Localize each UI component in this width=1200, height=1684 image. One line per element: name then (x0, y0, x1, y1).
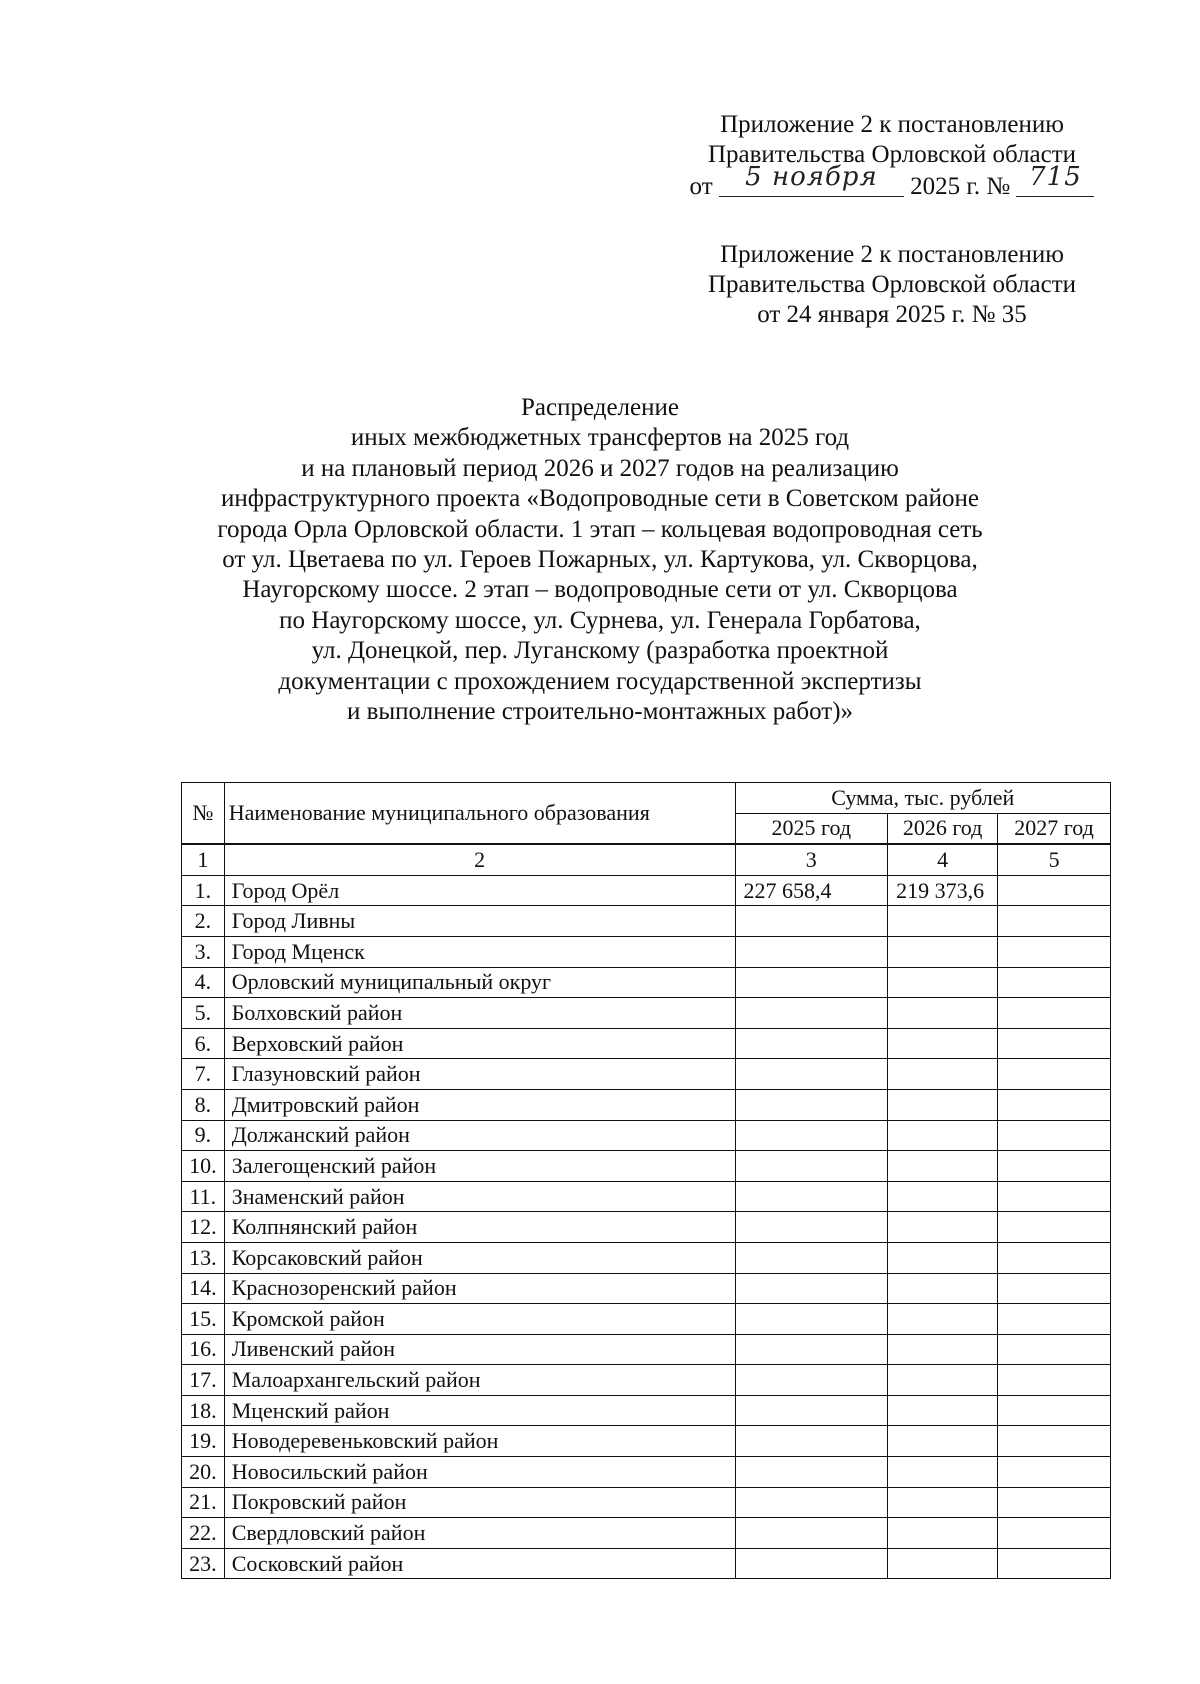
amount-2025-cell (735, 1181, 888, 1212)
amount-2027-cell (998, 998, 1111, 1029)
amount-2026-cell (888, 1212, 998, 1243)
municipality-name-cell: Должанский район (224, 1120, 735, 1151)
row-number-cell: 21. (182, 1487, 225, 1518)
title-line: города Орла Орловской области. 1 этап – кольцевая водопроводная сеть (217, 515, 983, 543)
amount-2027-cell (998, 1426, 1111, 1457)
table-row (182, 936, 1111, 967)
municipality-name-cell: Новосильский район (224, 1457, 735, 1488)
row-number-cell: 3. (182, 936, 225, 967)
amount-2027-cell (998, 1151, 1111, 1182)
amount-2026-cell (888, 1518, 998, 1549)
amount-2027-cell (998, 1181, 1111, 1212)
row-number-cell: 20. (182, 1457, 225, 1488)
municipality-name-cell: Новодеревеньковский район (224, 1426, 735, 1457)
row-number-cell: 10. (182, 1151, 225, 1182)
row-number-cell: 4. (182, 967, 225, 998)
amount-2025-cell (735, 1151, 888, 1182)
amount-2025-cell (735, 1395, 888, 1426)
municipality-name-cell: Город Ливны (224, 906, 735, 937)
municipality-name-cell: Мценский район (224, 1395, 735, 1426)
municipality-name-cell: Колпнянский район (224, 1212, 735, 1243)
municipality-name-cell: Покровский район (224, 1487, 735, 1518)
municipality-name-cell: Залегощенский район (224, 1151, 735, 1182)
amount-2027-cell (998, 1089, 1111, 1120)
amount-2027-cell (998, 1487, 1111, 1518)
row-number-cell: 8. (182, 1089, 225, 1120)
amount-2027-cell (998, 1028, 1111, 1059)
col-num-header: № (182, 783, 225, 845)
table-row (182, 1395, 1111, 1426)
index-cell: 1 (182, 844, 225, 875)
amount-2026-cell (888, 998, 998, 1029)
amount-2026-cell (888, 1242, 998, 1273)
municipality-name-cell: Знаменский район (224, 1181, 735, 1212)
amount-2026-cell (888, 1059, 998, 1090)
original-header-line2: Правительства Орловской области (707, 271, 1077, 298)
original-header-line1: Приложение 2 к постановлению (720, 241, 1064, 268)
title-line: по Наугорскому шоссе, ул. Сурнева, ул. Генерала Горбатова, (279, 606, 921, 634)
amount-2026-cell (888, 1457, 998, 1488)
municipality-name-cell: Город Мценск (224, 936, 735, 967)
row-number-cell: 18. (182, 1395, 225, 1426)
amount-2026-cell (888, 1273, 998, 1304)
original-header (672, 240, 1112, 330)
amount-2027-cell (998, 936, 1111, 967)
amount-2026-cell (888, 1334, 998, 1365)
handwritten-date: 5 ноября (745, 162, 878, 192)
table-row (182, 1487, 1111, 1518)
amount-2025-cell (735, 1273, 888, 1304)
title-line: иных межбюджетных трансфертов на 2025 год (350, 424, 850, 452)
distribution-table (181, 782, 1111, 1579)
amount-2027-cell (998, 1518, 1111, 1549)
table-row (182, 1518, 1111, 1549)
amount-2025-cell (735, 1242, 888, 1273)
amount-2027-cell (998, 1120, 1111, 1151)
row-number-cell: 1. (182, 875, 225, 906)
table-row (182, 998, 1111, 1029)
title-line: Распределение (521, 394, 679, 421)
amount-2027-cell (998, 1395, 1111, 1426)
table-row (182, 906, 1111, 937)
amendment-header (672, 110, 1112, 202)
table-row (182, 1120, 1111, 1151)
col-sum-header: Сумма, тыс. рублей (735, 783, 1111, 814)
table-row (182, 1365, 1111, 1396)
amount-2026-cell (888, 1426, 998, 1457)
index-cell: 3 (735, 844, 888, 875)
title-line: и на плановый период 2026 и 2027 годов на реализацию (301, 454, 899, 482)
amount-2027-cell (998, 1457, 1111, 1488)
amount-2027-cell (998, 875, 1111, 906)
table-row (182, 1242, 1111, 1273)
table-row (182, 1457, 1111, 1488)
amount-2027-cell (998, 1212, 1111, 1243)
amount-2027-cell (998, 1365, 1111, 1396)
municipality-name-cell: Глазуновский район (224, 1059, 735, 1090)
municipality-name-cell: Сосковский район (224, 1548, 735, 1579)
table-row (182, 1212, 1111, 1243)
row-number-cell: 19. (182, 1426, 225, 1457)
amount-2026-cell (888, 906, 998, 937)
municipality-name-cell: Город Орёл (224, 875, 735, 906)
amount-2025-cell (735, 1089, 888, 1120)
original-header-line3: от 24 января 2025 г. № 35 (757, 301, 1027, 328)
col-year-2026: 2026 год (888, 813, 998, 844)
year-number-text: 2025 г. № (910, 173, 1011, 200)
number-signature-line (1016, 162, 1094, 197)
amount-2027-cell (998, 1304, 1111, 1335)
handwritten-number: 715 (1029, 162, 1082, 192)
amount-2025-cell (735, 1548, 888, 1579)
amount-2026-cell (888, 1181, 998, 1212)
col-name-header: Наименование муниципального образования (224, 783, 735, 845)
table-row (182, 1151, 1111, 1182)
row-number-cell: 5. (182, 998, 225, 1029)
amount-2026-cell (888, 1395, 998, 1426)
amount-2026-cell (888, 1548, 998, 1579)
amount-2026-cell (888, 936, 998, 967)
column-index-row (182, 844, 1111, 875)
index-cell: 2 (224, 844, 735, 875)
row-number-cell: 2. (182, 906, 225, 937)
row-number-cell: 16. (182, 1334, 225, 1365)
amount-2027-cell (998, 1273, 1111, 1304)
title-line: ул. Донецкой, пер. Луганскому (разработка проектной (311, 637, 889, 665)
municipality-name-cell: Верховский район (224, 1028, 735, 1059)
amount-2025-cell (735, 1365, 888, 1396)
amount-2025-cell (735, 998, 888, 1029)
table-row (182, 1273, 1111, 1304)
amount-2026-cell (888, 1304, 998, 1335)
amount-2026-cell (888, 1120, 998, 1151)
amount-2027-cell (998, 967, 1111, 998)
municipality-name-cell: Ливенский район (224, 1334, 735, 1365)
table-body (182, 844, 1111, 1579)
municipality-name-cell: Орловский муниципальный округ (224, 967, 735, 998)
row-number-cell: 15. (182, 1304, 225, 1335)
row-number-cell: 22. (182, 1518, 225, 1549)
municipality-name-cell: Дмитровский район (224, 1089, 735, 1120)
table-row (182, 1334, 1111, 1365)
amendment-header-line2: Правительства Орловской области (707, 141, 1077, 168)
table-row (182, 875, 1111, 906)
amount-2027-cell (998, 1242, 1111, 1273)
amount-2027-cell (998, 906, 1111, 937)
title-line: документации с прохождением государственной экспертизы (278, 667, 922, 695)
from-prefix: от (689, 173, 713, 200)
amount-2025-cell (735, 1212, 888, 1243)
amount-2026-cell: 219 373,6 (888, 875, 998, 906)
col-year-2027: 2027 год (998, 813, 1111, 844)
amount-2025-cell (735, 1487, 888, 1518)
municipality-name-cell: Болховский район (224, 998, 735, 1029)
municipality-name-cell: Свердловский район (224, 1518, 735, 1549)
amount-2025-cell (735, 1028, 888, 1059)
table-row (182, 1059, 1111, 1090)
municipality-name-cell: Корсаковский район (224, 1242, 735, 1273)
table-row (182, 1426, 1111, 1457)
title-line: инфраструктурного проекта «Водопроводные сети в Советском районе (221, 485, 979, 513)
row-number-cell: 17. (182, 1365, 225, 1396)
index-cell: 4 (888, 844, 998, 875)
table-row (182, 967, 1111, 998)
municipality-name-cell: Краснозоренский район (224, 1273, 735, 1304)
row-number-cell: 7. (182, 1059, 225, 1090)
row-number-cell: 23. (182, 1548, 225, 1579)
amount-2025-cell (735, 906, 888, 937)
table-row (182, 1181, 1111, 1212)
row-number-cell: 13. (182, 1242, 225, 1273)
date-signature-line (719, 162, 904, 197)
amount-2026-cell (888, 1028, 998, 1059)
amount-2025-cell: 227 658,4 (735, 875, 888, 906)
title-line: и выполнение строительно-монтажных работ)» (346, 698, 854, 726)
row-number-cell: 6. (182, 1028, 225, 1059)
row-number-cell: 12. (182, 1212, 225, 1243)
row-number-cell: 9. (182, 1120, 225, 1151)
row-number-cell: 11. (182, 1181, 225, 1212)
amount-2025-cell (735, 936, 888, 967)
amount-2027-cell (998, 1548, 1111, 1579)
amount-2026-cell (888, 1089, 998, 1120)
municipality-name-cell: Малоархангельский район (224, 1365, 735, 1396)
amount-2025-cell (735, 1334, 888, 1365)
table-row (182, 1548, 1111, 1579)
table-row (182, 1028, 1111, 1059)
title-line: от ул. Цветаева по ул. Героев Пожарных, ул. Картукова, ул. Скворцова, (222, 546, 978, 574)
amount-2025-cell (735, 1120, 888, 1151)
amount-2026-cell (888, 1365, 998, 1396)
table-row (182, 1304, 1111, 1335)
amendment-header-line1: Приложение 2 к постановлению (720, 111, 1064, 138)
amount-2026-cell (888, 967, 998, 998)
amount-2027-cell (998, 1334, 1111, 1365)
amount-2026-cell (888, 1487, 998, 1518)
amount-2027-cell (998, 1059, 1111, 1090)
amount-2025-cell (735, 1426, 888, 1457)
col-year-2025: 2025 год (735, 813, 888, 844)
document-title (150, 393, 1050, 727)
amount-2025-cell (735, 1518, 888, 1549)
index-cell: 5 (998, 844, 1111, 875)
amount-2025-cell (735, 1457, 888, 1488)
row-number-cell: 14. (182, 1273, 225, 1304)
amount-2025-cell (735, 967, 888, 998)
table-row (182, 1089, 1111, 1120)
municipality-name-cell: Кромской район (224, 1304, 735, 1335)
amount-2025-cell (735, 1304, 888, 1335)
amount-2025-cell (735, 1059, 888, 1090)
amount-2026-cell (888, 1151, 998, 1182)
title-line: Наугорскому шоссе. 2 этап – водопроводные сети от ул. Скворцова (242, 576, 958, 604)
amendment-header-line3 (672, 162, 1112, 202)
